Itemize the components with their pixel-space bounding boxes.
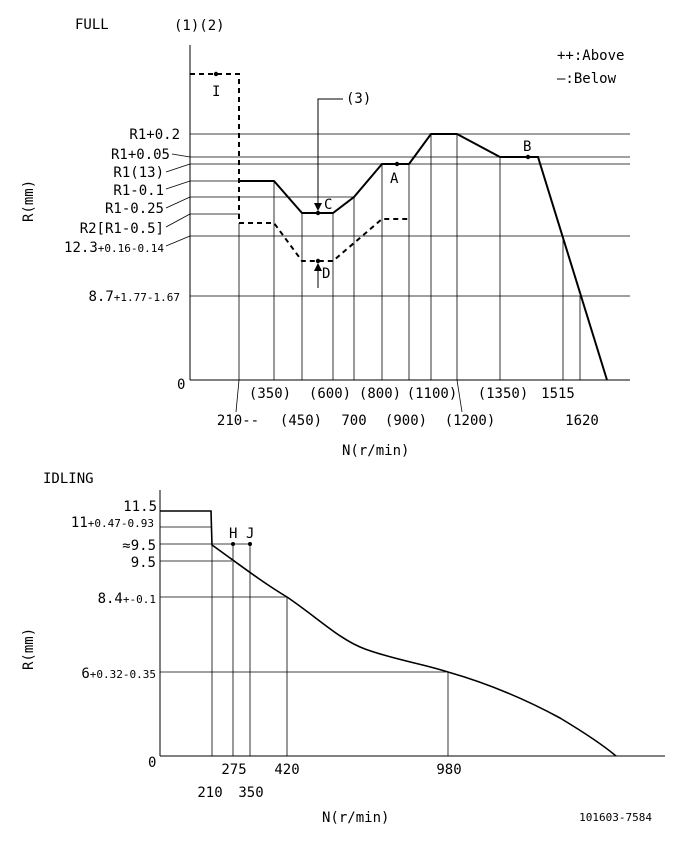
x-tick-800: (800) — [358, 386, 402, 402]
x-tick-700: 700 — [341, 413, 367, 429]
marker-d — [316, 259, 320, 263]
y-tick-r1-minus-0-1: R1-0.1 — [113, 183, 164, 199]
point-label-c: C — [324, 197, 333, 213]
full-below-curve — [240, 134, 607, 380]
x-tick-1100: (1100) — [406, 386, 458, 402]
x-tick-450: (450) — [279, 413, 323, 429]
idling-reference-lines — [160, 527, 448, 756]
x-tick-900: (900) — [384, 413, 428, 429]
x-tick-210: 210-- — [216, 413, 260, 429]
y-tick-r1-plus-0-05: R1+0.05 — [110, 147, 170, 163]
leader-12-3 — [166, 236, 190, 246]
point-label-b: B — [523, 139, 532, 155]
y-tick-12-3: 12.3+0.16-0.14 — [64, 240, 164, 256]
idling-y-ticks — [71, 499, 157, 682]
x-tick-1200: (1200) — [444, 413, 496, 429]
arrow-up-icon — [314, 263, 322, 271]
x-tick-1515: 1515 — [541, 386, 575, 402]
x-tick-350: (350) — [248, 386, 292, 402]
point-label-d: D — [322, 266, 331, 282]
point-label-h: H — [229, 526, 238, 542]
point-label-j: J — [246, 526, 255, 542]
full-notes-label: (1)(2) — [174, 18, 225, 34]
full-x-ticks-upper — [249, 386, 575, 402]
callout-3-line-top — [318, 99, 343, 203]
idle-x-tick-350: 350 — [238, 785, 264, 801]
y-tick-r2: R2[R1-0.5] — [79, 221, 164, 237]
y-tick-r1-plus-0-2: R1+0.2 — [129, 127, 180, 143]
legend-above: ++:Above — [557, 48, 625, 64]
arrow-down-icon — [314, 203, 322, 211]
callout-3: (3) — [346, 91, 372, 107]
marker-b — [526, 155, 530, 159]
leader-r1-minus-0-1 — [166, 181, 190, 189]
full-reference-lines — [190, 134, 630, 296]
idling-origin: 0 — [148, 755, 157, 771]
y-tick-r1: R1(13) — [113, 165, 164, 181]
y-tick-8-7: 8.7+1.77-1.67 — [88, 289, 180, 305]
x-tick-1350: (1350) — [477, 386, 529, 402]
leader-r1 — [166, 164, 190, 172]
full-vertical-lines — [239, 134, 580, 380]
idle-x-tick-420: 420 — [274, 762, 300, 778]
full-y-ticks — [64, 127, 190, 305]
idle-y-tick-11: 11+0.47-0.93 — [70, 515, 154, 531]
marker-c — [316, 211, 320, 215]
idle-x-tick-210: 210 — [197, 785, 223, 801]
marker-a — [395, 162, 399, 166]
full-title: FULL — [75, 17, 109, 33]
idling-curve — [160, 511, 616, 756]
marker-h — [231, 542, 235, 546]
callout-3-leader — [318, 99, 343, 288]
leader-1200 — [457, 380, 462, 412]
idling-title: IDLING — [43, 471, 94, 487]
idle-y-tick-9-5: 9.5 — [130, 555, 156, 571]
idle-y-tick-8-4: 8.4+-0.1 — [97, 591, 156, 607]
idle-y-tick-approx-9-5: ≈9.5 — [122, 538, 156, 554]
marker-i — [214, 72, 218, 76]
idling-x-ticks — [197, 762, 461, 801]
full-above-curve — [190, 74, 409, 261]
leader-r2 — [166, 214, 190, 227]
idling-chart — [21, 471, 665, 826]
point-label-a: A — [390, 171, 399, 187]
x-tick-1620: 1620 — [565, 413, 599, 429]
leader-r1-minus-0-25 — [166, 197, 190, 208]
legend-below: —:Below — [557, 71, 617, 87]
full-y-axis-label: R(mm) — [21, 179, 37, 222]
full-x-axis-label: N(r/min) — [342, 443, 410, 459]
full-origin: 0 — [177, 377, 186, 393]
marker-j — [248, 542, 252, 546]
idle-x-tick-275: 275 — [221, 762, 247, 778]
x-tick-600: (600) — [308, 386, 352, 402]
leader-210 — [236, 380, 239, 412]
idle-x-tick-980: 980 — [436, 762, 462, 778]
part-number: 101603-7584 — [579, 811, 652, 824]
idling-y-axis-label: R(mm) — [21, 627, 37, 670]
point-label-i: I — [212, 84, 221, 100]
idle-y-tick-11-5: 11.5 — [123, 499, 157, 515]
y-tick-r1-minus-0-25: R1-0.25 — [104, 201, 164, 217]
leader-r1-plus-0-05 — [172, 154, 190, 157]
full-chart — [21, 17, 630, 459]
idling-x-axis-label: N(r/min) — [322, 810, 390, 826]
idle-y-tick-6: 6+0.32-0.35 — [81, 666, 156, 682]
